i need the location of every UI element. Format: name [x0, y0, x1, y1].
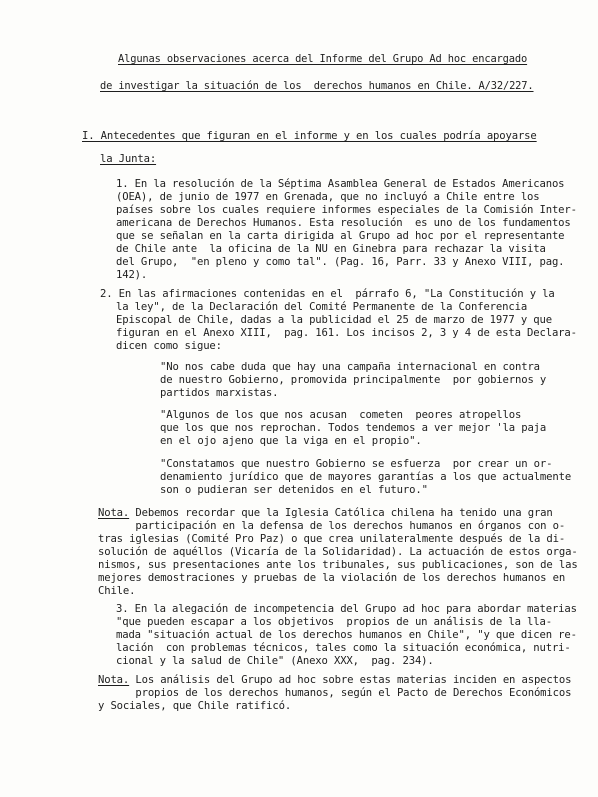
- quote3-line: denamiento jurídico que de mayores garantías a los que actualmente: [160, 471, 572, 483]
- nota2-first-line: [98, 674, 571, 687]
- quote2-line: que los que nos reprochan. Todos tendemos a ver mejor 'la paja: [160, 422, 547, 434]
- quote2-line: "Algunos de los que nos acusan cometen peores atropellos: [160, 409, 522, 421]
- nota2-line: propios de los derechos humanos, según el Pacto de Derechos Económicos: [98, 687, 572, 699]
- nota-label: Nota.: [98, 507, 130, 519]
- nota1-line: participación en la defensa de los derechos humanos en órganos con o-: [98, 520, 566, 532]
- item3-line: cional y la salud de Chile" (Anexo XXX, pag. 234).: [116, 655, 434, 667]
- nota1-line: Debemos recordar que la Iglesia Católica chilena ha tenido una gran: [129, 507, 553, 519]
- nota1-first-line: [98, 507, 553, 520]
- nota1-line: mejores demostraciones y pruebas de la violación de los derechos humanos en: [98, 572, 566, 584]
- item2-line: Episcopal de Chile, dadas a la publicidad el 25 de marzo de 1977 y que: [116, 314, 552, 326]
- doc-title-line-1: Algunas observaciones acerca del Informe del Grupo Ad hoc encargado: [118, 53, 528, 65]
- nota1-line: Chile.: [98, 585, 136, 597]
- nota2-line: y Sociales, que Chile ratificó.: [98, 700, 292, 712]
- quote2-line: en el ojo ajeno que la viga en el propio".: [160, 435, 422, 447]
- quote3-line: "Constatamos que nuestro Gobierno se esfuerza por crear un or-: [160, 458, 553, 470]
- item3-line: "que pueden escapar a los objetivos propios de un análisis de la lla-: [116, 616, 552, 628]
- nota1-line: tras iglesias (Comité Pro Paz) o que crea unilateralmente después de la di-: [98, 533, 566, 545]
- item1-line: 142).: [116, 269, 148, 281]
- item2-line: 2. En las afirmaciones contenidas en el párrafo 6, "La Constitución y la: [100, 288, 555, 300]
- section-heading-line-1: I. Antecedentes que figuran en el informe y en los cuales podría apoyarse: [82, 130, 537, 142]
- nota2-line: Los análisis del Grupo ad hoc sobre estas materias inciden en aspectos: [129, 674, 572, 686]
- doc-title-line-2: de investigar la situación de los derechos humanos en Chile. A/32/227.: [100, 80, 534, 92]
- item1-line: del Grupo, "en pleno y como tal". (Pag. 16, Parr. 33 y Anexo VIII, pag.: [116, 256, 565, 268]
- item1-line: que se señalan en la carta dirigida al Grupo ad hoc por el representante: [116, 230, 565, 242]
- nota1-line: nismos, sus presentaciones ante los tribunales, sus publicaciones, son de las: [98, 559, 578, 571]
- item2-line: la ley", de la Declaración del Comité Permanente de la Conferencia: [116, 301, 528, 313]
- item3-line: lación con problemas técnicos, tales como la situación económica, nutri-: [116, 642, 571, 654]
- item3-line: 3. En la alegación de incompetencia del Grupo ad hoc para abordar materias: [116, 603, 577, 615]
- item2-line: dicen como sigue:: [116, 340, 222, 352]
- item1-line: países sobre los cuales requiere informes especiales de la Comisión Inter-: [116, 204, 577, 216]
- nota1-line: solución de aquéllos (Vicaría de la Solidaridad). La actuación de estos orga-: [98, 546, 578, 558]
- section-heading-line-2: la Junta:: [100, 153, 157, 165]
- item1-line: 1. En la resolución de la Séptima Asamblea General de Estados Americanos: [116, 178, 565, 190]
- quote1-line: partidos marxistas.: [160, 387, 279, 399]
- nota-label: Nota.: [98, 674, 130, 686]
- item1-line: (OEA), de junio de 1977 en Grenada, que no incluyó a Chile entre los: [116, 191, 540, 203]
- item1-line: de Chile ante la oficina de la NU en Ginebra para rechazar la visita: [116, 243, 546, 255]
- quote1-line: de nuestro Gobierno, promovida principalmente por gobiernos y: [160, 374, 547, 386]
- item2-line: figuran en el Anexo XIII, pag. 161. Los incisos 2, 3 y 4 de esta Declara-: [116, 327, 577, 339]
- quote1-line: "No nos cabe duda que hay una campaña internacional en contra: [160, 361, 540, 373]
- quote3-line: son o pudieran ser detenidos en el futuro.": [160, 484, 428, 496]
- item3-line: mada "situación actual de los derechos humanos en Chile", "y que dicen re-: [116, 629, 577, 641]
- item1-line: americana de Derechos Humanos. Esta resolución es uno de los fundamentos: [116, 217, 571, 229]
